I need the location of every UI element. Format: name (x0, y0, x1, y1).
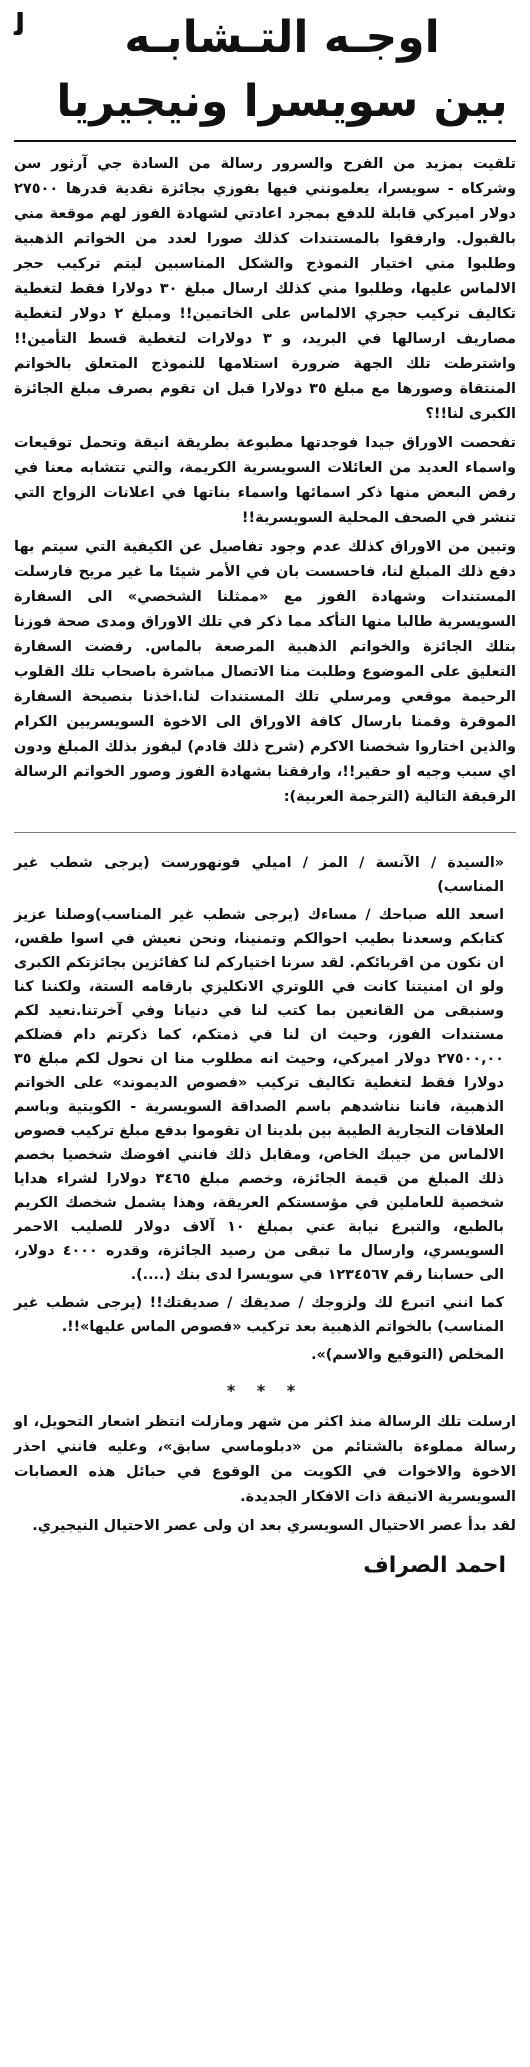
title-line-2: بين سويسرا ونيجيريا (56, 76, 508, 127)
title-block (48, 6, 516, 134)
title-line-1: اوجـه التـشابـه (124, 12, 440, 63)
article-paragraph: وتبين من الاوراق كذلك عدم وجود تفاصيل عن الكيفية التي سيتم بها دفع ذلك المبلغ لنا، فاحسست بان في الأمر شيئا ما غير مريح فارسلت المستندات وشهادة الفوز مع «ممثلنا الشخصي» الى السفارة السويسرية طالبا منها التأكد مما ذكر في تلك الاوراق ومدى صحة فوزنا بتلك الجائزة والخواتم الذهبية المرصعة بالماس. رفضت السفارة التعليق على الموضوع وطلبت منا الاتصال مباشرة باصحاب تلك القلوب الرحيمة موقعي ومرسلي تلك المستندات لنا.اخذنا بنصيحة السفارة الموقرة وقمنا بارسال كافة الاوراق الى الاخوة السويسريين الكرام والذين اختاروا شخصنا الاكرم (شرح ذلك قادم) ليفوز بذلك المبلغ ودون اي سبب وجيه او حقير!!، وارفقنا بشهادة الفوز وصور الخواتم الرسالة الرقيقة التالية (الترجمة العربية): (14, 539, 516, 805)
letter-paragraph: اسعد الله صباحك / مساءك (يرجى شطب غير المناسب)وصلنا عزيز كتابكم وسعدنا بطيب احوالكم وتمنينا، ونحن نعيش في اسوا طقس، ان نكون من اقربائكم. لقد سرنا اختياركم لنا كفائزين بجائزتكم الكبرى ولو ان امنيتنا كانت في اللوتري الانكليزي بارقامه الستة، ولكننا كنا وسنبقى من القانعين بما كتب لنا في دنيانا وفي آخرتنا.نعيد لكم مستندات الفوز، وحيث ان لنا في ذمتكم، كما ذكرتم دام فضلكم ٢٧٥٠٠,٠٠ دولار اميركي، وحيث انه مطلوب منا ان نحول لكم مبلغ ٣٥ دولارا فقط لتغطية تكاليف تركيب «فصوص الديموند» على الخواتم الذهبية، فاننا نناشدهم باسم الصداقة السويسرية - الكويتية وباسم العلاقات التجارية الطيبة بين بلدينا ان تقوموا بدفع مبلغ تركيب فصوص الالماس من جيبك الخاص، ومقابل ذلك فانني افوضك شخصيا بخصم ذلك المبلغ من قيمة الجائزة، وخصم مبلغ ٣٤٦٥ دولارا لشراء هدايا شخصية للعاملين في مؤسستكم العريقة، وهذا يشمل شخصك الكريم بالطبع، والتبرع نيابة عني بمبلغ ١٠ آلاف دولار للصليب الاحمر السويسري، وارسال ما تبقى من رصيد الجائزة، وقدره ٤٠٠٠ دولار، الى حسابنا رقم ١٢٣٤٥٦٧ في سويسرا لدى بنك (....). (14, 907, 504, 1283)
article-body (14, 152, 516, 810)
quoted-letter (14, 851, 516, 1367)
article-paragraph: تلقيت بمزيد من الفرح والسرور رسالة من السادة جي آرثور سن وشركاه - سويسرا، يعلمونني فيها بفوزي بجائزة نقدية قدرها ٢٧٥٠٠ دولار اميركي قابلة للدفع بمجرد اعادتي لشهادة الفوز لهم موقعة مني بالقبول. وارفقوا بالمستندات كذلك صورا لعدد من الخواتم الذهبية وطلبوا مني اختيار النموذج والشكل المناسبين ليتم تركيب حجر الالماس عليها، وطلبوا مني كذلك ارسال مبلغ ٣٠ دولارا فقط لتغطية تكاليف تركيب حجري الالماس على الخاتمين!! ومبلغ ٢ دولار لتغطية مصاريف ارسالها في البريد، و ٣ دولارات لتغطية قسط التأمين!! واشترطت تلك الجهة ضرورة استلامها للنموذج المتعلق بالخواتم المنتقاة وصورها مع مبلغ ٣٥ دولارا قبل ان تقوم بصرف مبلغ الجائزة الكبرى لنا!!؟ (14, 156, 517, 422)
author-byline: احمد الصراف (363, 1553, 506, 1578)
section-divider (14, 832, 516, 833)
letter-paragraph: كما انني اتبرع لك ولزوجك / صديقك / صديقتك!! (يرجى شطب غير المناسب) بالخواتم الذهبية بعد تركيب «فصوص الماس عليها»!!. (14, 1295, 504, 1335)
letter-paragraph: «السيدة / الآنسة / المز / اميلي فونهورست (يرجى شطب غير المناسب) (14, 855, 504, 895)
article-paragraph: تفحصت الاوراق جيدا فوجدتها مطبوعة بطريقة انيقة وتحمل توقيعات واسماء العديد من العائلات السويسرية الكريمة، والتي تتشابه معنا في رفض البعض منها ذكر اسمائها واسماء بناتها في اعلانات الزواج التي تنشر في الصحف المحلية السويسرية!! (14, 435, 516, 526)
closing-section (14, 1410, 516, 1539)
letter-paragraph: المخلص (التوقيع والاسم)». (311, 1347, 504, 1363)
closing-paragraph: ارسلت تلك الرسالة منذ اكثر من شهر ومازلت انتظر اشعار التحويل، او رسالة مملوءة بالشتائم من «دبلوماسي سابق»، وعليه فانني احذر الاخوة والاخوات في الكويت من الوقوع في حبائل هذه العصابات السويسرية الانيقة ذات الافكار الجديدة. (14, 1414, 516, 1505)
headline (14, 6, 516, 134)
corner-mark: ﻟ (14, 8, 26, 43)
headline-rule (14, 140, 516, 142)
closing-paragraph: لقد بدأ عصر الاحتيال السويسري بعد ان ولى عصر الاحتيال النيجيري. (32, 1518, 516, 1534)
stars-separator: * * * (226, 1381, 304, 1400)
